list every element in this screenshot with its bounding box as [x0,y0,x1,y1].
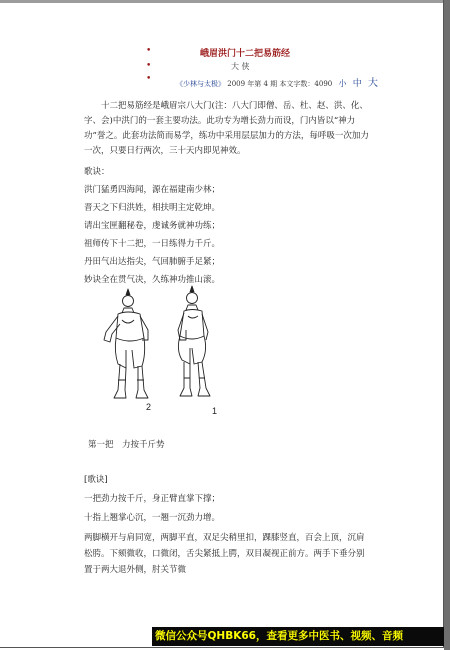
bullet-icon: • [146,74,152,84]
source-info [176,74,378,89]
posture-illustration [88,280,238,420]
source-name-link[interactable]: 《少林与太极》 [176,80,225,88]
article-body [84,99,372,289]
font-size-small-link[interactable]: 小 [338,79,347,88]
verse-line: 洪门猛勇四海闻，源在福建南少林； [84,185,221,195]
lyric-line: 十指上翘掌心沉，一翘一沉劲力增。 [84,513,221,523]
figure-number-2: 2 [146,402,152,412]
intro-paragraph: 十二把易筋经是峨眉宗八大门(注：八大门即僧、岳、杜、赵、洪、化、字、会)中洪门的一套主要功法。此功专为增长劲力而设，门内皆以“神力功”誉之。此套功法简而易学，练功中采用层层加力的方法，每呼吸一次加力一次，只要日行两次，三十天内即见神效。 [84,101,369,156]
verse-label: 歌诀： [84,167,110,177]
word-count: 本文字数：4090 [279,80,333,88]
title-row [0,46,444,60]
promo-banner[interactable]: 微信公众号QHBK66，查看更多中医书、视频、音频 [152,627,444,646]
bullet-icon: • [146,46,152,56]
verse-line: 晋天之下归洪姓，相扶明主定乾坤。 [84,203,221,213]
verse-line: 祖师传下十二把，一日练得力千斤。 [84,239,221,249]
figure-number-1: 1 [212,406,218,416]
section-body [84,472,372,578]
viewer-scrollbar-area[interactable] [444,0,450,650]
source-issue: 2009 年第 4 期 [227,80,278,88]
verse-line: 丹田气出达指尖，气回肺腑手足紧； [84,257,221,267]
section-heading: 第一把 力按千斤势 [88,440,165,450]
font-size-large-link[interactable]: 大 [367,78,378,89]
bullet-icon: • [146,61,152,71]
lyric-label: [歌诀] [84,475,108,485]
posture-drawing [88,280,238,420]
font-size-medium-link[interactable]: 中 [352,79,362,89]
article-author: 大 侠 [231,62,250,71]
verse-line: 请出宝匣翻秘卷，虔诚务就神功练； [84,221,221,231]
instruction-paragraph: 两脚横开与肩同宽，两脚平直，双足尖稍里扣，踝膝竖直，百会上顶，沉肩松胯。下颏微收，口微闭，舌尖紧抵上腭，双目凝视正前方。两手下垂分别置于两大退外侧，肘关节微 [84,533,365,575]
source-row [0,74,444,88]
lyric-line: 一把劲力按千斤，身正臂直掌下撑； [84,494,221,504]
verse-line: 妙诀全在贯气决，久练神功推山滚。 [84,275,221,285]
author-row [0,61,444,75]
article-title: 峨眉洪门十二把易筋经 [200,49,291,59]
